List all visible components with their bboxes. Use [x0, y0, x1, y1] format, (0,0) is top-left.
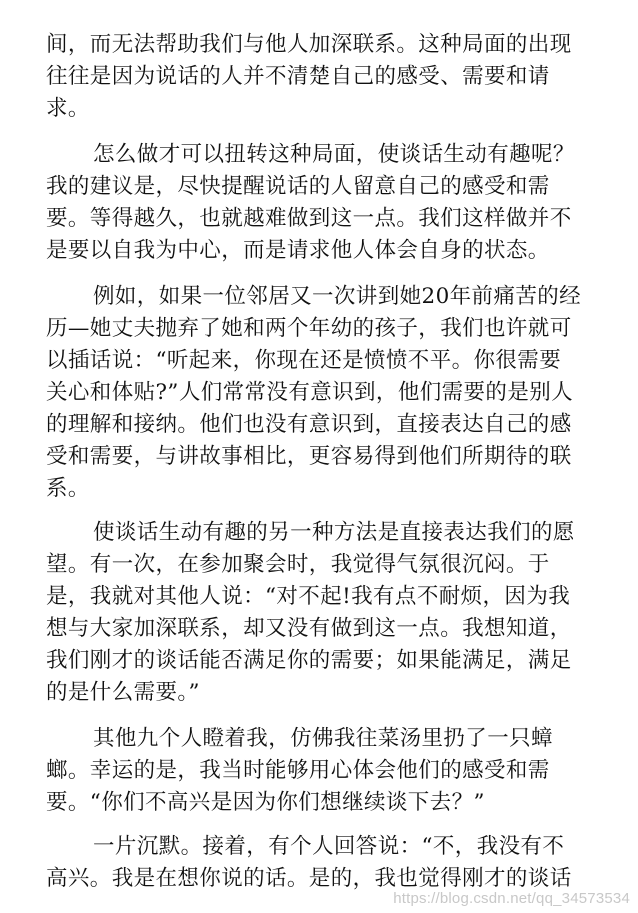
text-line: 以插话说：“听起来，你现在还是愤愤不平。你很需要 [46, 348, 562, 373]
text-line: 关心和体贴?”人们常常没有意识到，他们需要的是别人 [46, 380, 574, 405]
text-line: 间，而无法帮助我们与他人加深联系。这种局面的出现 [46, 32, 572, 57]
text-line: 怎么做才可以扭转这种局面，使谈话生动有趣呢？ [93, 142, 575, 167]
watermark-url: https://blog.csdn.net/qq_34573534 [393, 890, 630, 907]
text-line: 望。有一次，在参加聚会时，我觉得气氛很沉闷。于 [46, 552, 550, 577]
text-line: 往往是因为说话的人并不清楚自己的感受、需要和请 [46, 64, 550, 89]
text-line: 受和需要，与讲故事相比，更容易得到他们所期待的联 [46, 444, 572, 469]
text-line: 的理解和接纳。他们也没有意识到，直接表达自己的感 [46, 412, 572, 437]
text-line: 系。 [46, 476, 90, 501]
text-line: 我们刚才的谈话能否满足你的需要；如果能满足，满足 [46, 648, 572, 673]
text-line: 要。等得越久，也就越难做到这一点。我们这样做并不 [46, 206, 572, 231]
text-line: 想与大家加深联系，却又没有做到这一点。我想知道， [46, 616, 572, 641]
text-line: 例如，如果一位邻居又一次讲到她20年前痛苦的经 [93, 284, 582, 309]
text-line: 螂。幸运的是，我当时能够用心体会他们的感受和需 [46, 758, 550, 783]
text-line: 的是什么需要。” [46, 680, 200, 705]
text-line: 使谈话生动有趣的另一种方法是直接表达我们的愿 [93, 520, 575, 545]
text-line: 要。“你们不高兴是因为你们想继续谈下去？” [46, 790, 485, 815]
text-line: 是要以自我为中心，而是请求他人体会自身的状态。 [46, 238, 550, 263]
text-line: 求。 [46, 96, 90, 121]
text-line: 是，我就对其他人说：“对不起!我有点不耐烦，因为我 [46, 584, 571, 609]
text-line: 一片沉默。接着，有个人回答说：“不，我没有不 [93, 834, 565, 859]
text-line: 历—她丈夫抛弃了她和两个年幼的孩子，我们也许就可 [46, 316, 572, 341]
text-line: 其他九个人瞪着我，仿佛我往菜汤里扔了一只蟑 [93, 726, 553, 751]
text-line: 高兴。我是在想你说的话。是的，我也觉得刚才的谈话 [46, 866, 572, 891]
text-line: 我的建议是，尽快提醒说话的人留意自己的感受和需 [46, 174, 550, 199]
